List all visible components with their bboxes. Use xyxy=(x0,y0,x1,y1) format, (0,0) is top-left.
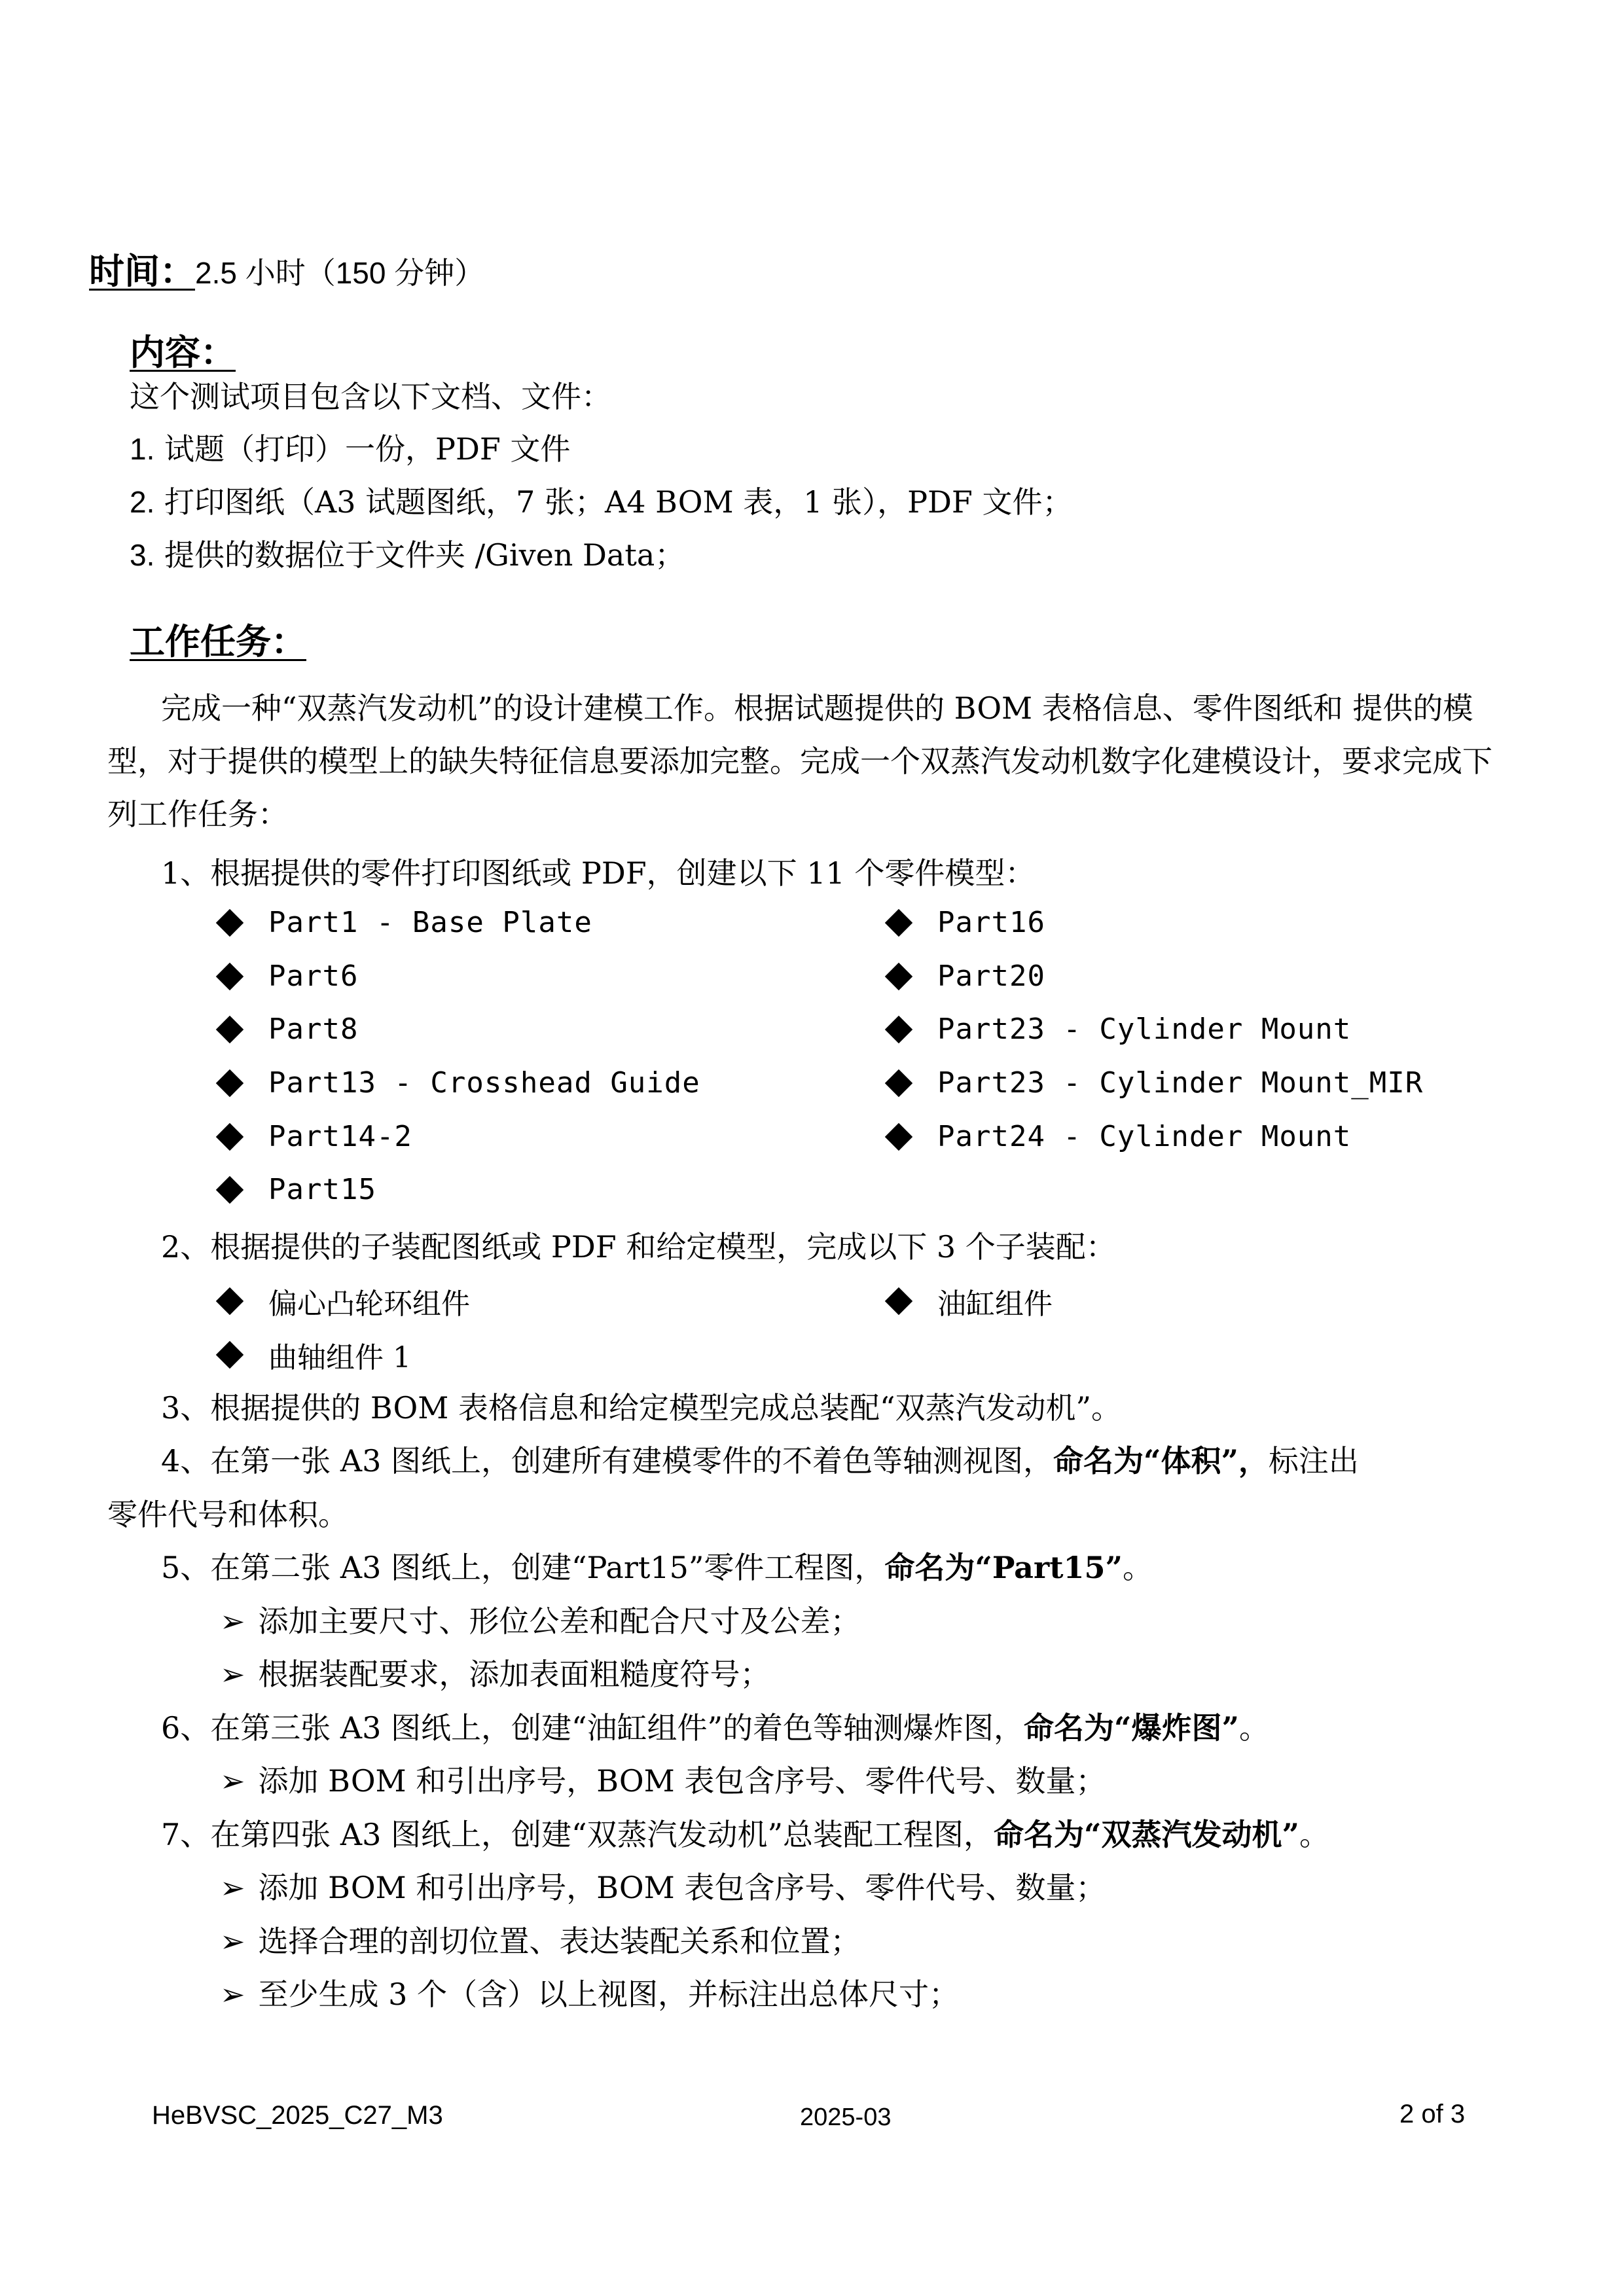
task-5-sub: ➢ 添加主要尺寸、形位公差和配合尺寸及公差； xyxy=(220,1604,861,1639)
arrow-bullet-icon: ➢ xyxy=(220,1604,245,1639)
task-5-sub: ➢ 根据装配要求，添加表面粗糙度符号； xyxy=(220,1657,770,1692)
part-item: Part20 xyxy=(885,960,1045,993)
footer-date: 2025-03 xyxy=(800,2104,892,2131)
task-7: 7、在第四张 A3 图纸上，创建“双蒸汽发动机”总装配工程图，命名为“双蒸汽发动机”。 xyxy=(161,1817,1329,1852)
tasks-heading: 工作任务： xyxy=(130,621,306,662)
task-7-sub: ➢ 选择合理的剖切位置、表达装配关系和位置； xyxy=(220,1924,861,1959)
footer-doc-id: HeBVSC_2025_C27_M3 xyxy=(152,2101,443,2130)
subassembly-item: 偏心凸轮环组件 xyxy=(216,1280,470,1322)
diamond-bullet-icon xyxy=(885,908,912,936)
arrow-bullet-icon: ➢ xyxy=(220,1870,245,1905)
task-7-sub: ➢ 添加 BOM 和引出序号，BOM 表包含序号、零件代号、数量； xyxy=(220,1870,1106,1905)
task-4-cont: 零件代号和体积。 xyxy=(107,1497,348,1532)
part-item: Part13 - Crosshead Guide xyxy=(216,1066,700,1100)
task-6-sub: ➢ 添加 BOM 和引出序号，BOM 表包含序号、零件代号、数量； xyxy=(220,1763,1106,1799)
diamond-bullet-icon xyxy=(885,1015,912,1043)
subassembly-item: 油缸组件 xyxy=(885,1280,1053,1322)
diamond-bullet-icon xyxy=(216,908,244,936)
tasks-paragraph: 完成一种“双蒸汽发动机”的设计建模工作。根据试题提供的 BOM 表格信息、零件图纸和 提供的模型，对于提供的模型上的缺失特征信息要添加完整。完成一个双蒸汽发动机数字化建模设计，要求完成下列工作任务： xyxy=(107,691,1492,832)
task-3: 3、根据提供的 BOM 表格信息和给定模型完成总装配“双蒸汽发动机”。 xyxy=(161,1390,1122,1426)
diamond-bullet-icon xyxy=(216,1069,244,1096)
part-item: Part24 - Cylinder Mount xyxy=(885,1120,1351,1153)
arrow-bullet-icon: ➢ xyxy=(220,1763,245,1799)
diamond-bullet-icon xyxy=(885,1069,912,1096)
part-item: Part23 - Cylinder Mount_MIR xyxy=(885,1066,1423,1100)
arrow-bullet-icon: ➢ xyxy=(220,1977,245,2012)
diamond-bullet-icon xyxy=(216,1175,244,1203)
diamond-bullet-icon xyxy=(216,1122,244,1150)
content-item: 3. 提供的数据位于文件夹 /Given Data； xyxy=(130,537,685,573)
task-4: 4、在第一张 A3 图纸上，创建所有建模零件的不着色等轴测视图，命名为“体积”，标注出 xyxy=(161,1443,1359,1479)
task-5: 5、在第二张 A3 图纸上，创建“Part15”零件工程图，命名为“Part15”。 xyxy=(161,1550,1153,1585)
content-intro: 这个测试项目包含以下文档、文件： xyxy=(130,379,611,414)
part-item: Part8 xyxy=(216,1013,358,1046)
part-item: Part15 xyxy=(216,1173,376,1206)
diamond-bullet-icon xyxy=(216,1287,244,1315)
diamond-bullet-icon xyxy=(216,962,244,990)
diamond-bullet-icon xyxy=(216,1341,244,1369)
diamond-bullet-icon xyxy=(885,962,912,990)
content-item: 2. 打印图纸（A3 试题图纸，7 张；A4 BOM 表，1 张），PDF 文件； xyxy=(130,484,1073,520)
subassembly-item: 曲轴组件 1 xyxy=(216,1334,411,1376)
part-item: Part6 xyxy=(216,960,358,993)
task-6: 6、在第三张 A3 图纸上，创建“油缸组件”的着色等轴测爆炸图，命名为“爆炸图”。 xyxy=(161,1710,1269,1746)
task-7-sub: ➢ 至少生成 3 个（含）以上视图，并标注出总体尺寸； xyxy=(220,1977,960,2012)
time-label: 时间： xyxy=(89,251,195,292)
part-item: Part23 - Cylinder Mount xyxy=(885,1013,1351,1046)
diamond-bullet-icon xyxy=(885,1287,912,1315)
part-item: Part1 - Base Plate xyxy=(216,906,592,939)
task-1: 1、根据提供的零件打印图纸或 PDF，创建以下 11 个零件模型： xyxy=(161,855,1036,891)
part-item: Part14-2 xyxy=(216,1120,412,1153)
time-value: 2.5 小时（150 分钟） xyxy=(195,256,485,290)
part-item: Part16 xyxy=(885,906,1045,939)
diamond-bullet-icon xyxy=(216,1015,244,1043)
diamond-bullet-icon xyxy=(885,1122,912,1150)
arrow-bullet-icon: ➢ xyxy=(220,1924,245,1959)
task-2: 2、根据提供的子装配图纸或 PDF 和给定模型，完成以下 3 个子装配： xyxy=(161,1229,1116,1265)
content-heading: 内容： xyxy=(130,332,236,373)
footer-page-number: 2 of 3 xyxy=(1399,2100,1466,2128)
content-item: 1. 试题（打印）一份，PDF 文件 xyxy=(130,431,571,467)
arrow-bullet-icon: ➢ xyxy=(220,1657,245,1692)
time-line xyxy=(89,243,484,294)
